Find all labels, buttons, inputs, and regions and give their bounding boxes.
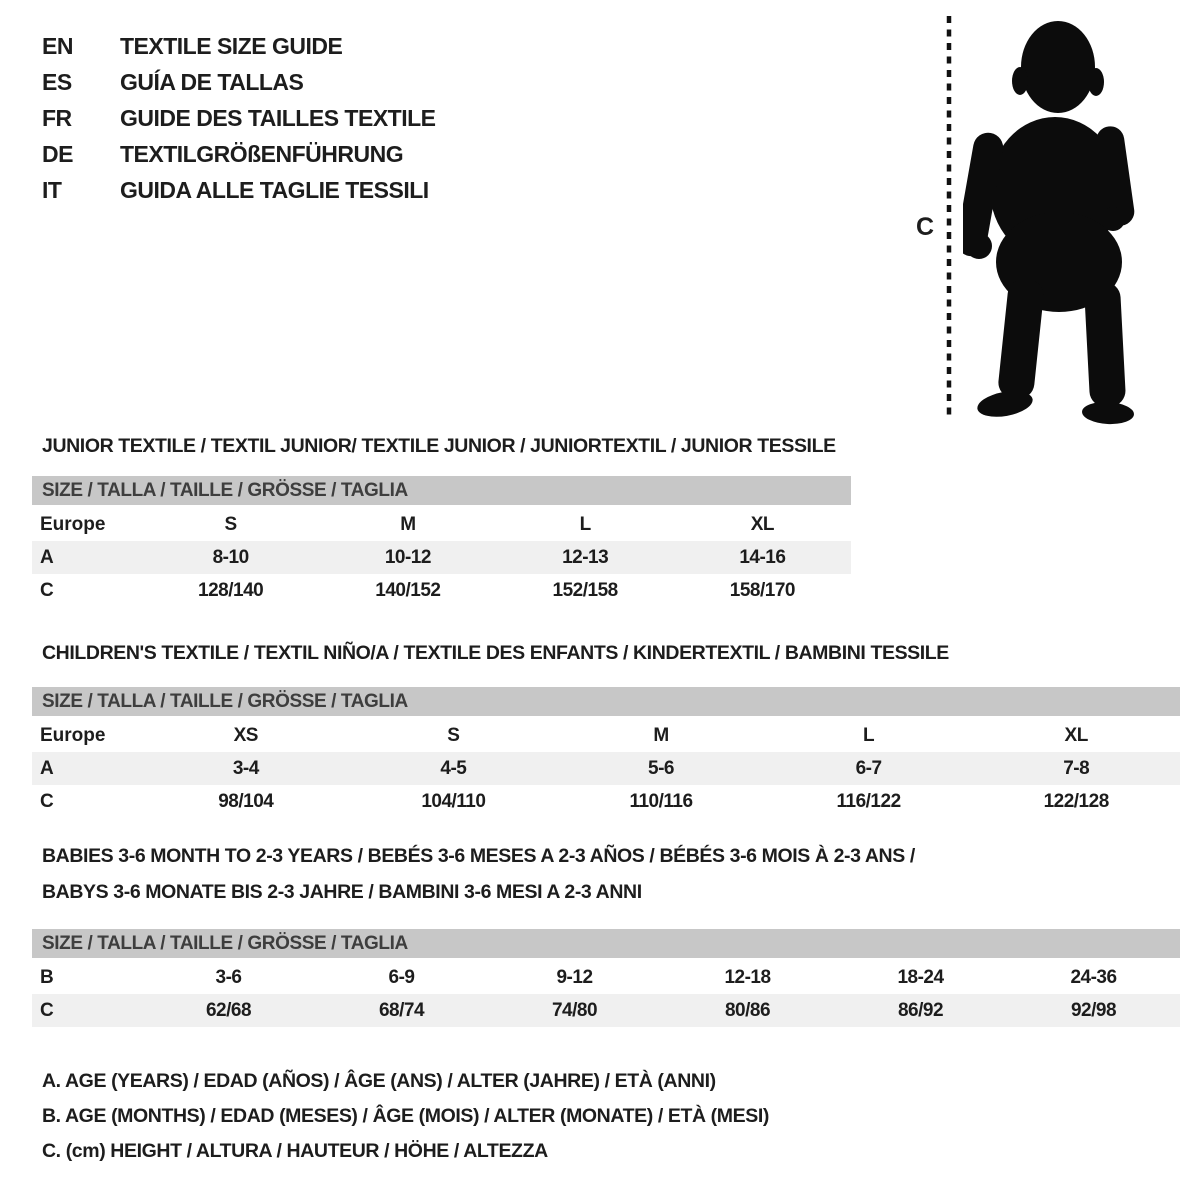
section-title-line: BABYS 3-6 MONATE BIS 2-3 JAHRE / BAMBINI 3-6 MESI A 2-3 ANNI <box>42 881 642 903</box>
size-cell: 68/74 <box>378 999 425 1021</box>
size-cell: 14-16 <box>739 546 786 568</box>
size-table-header: SIZE / TALLA / TAILLE / GRÖSSE / TAGLIA <box>32 687 1180 716</box>
size-cell: XL <box>750 513 775 535</box>
size-cell: 3-6 <box>215 966 242 988</box>
table-row <box>32 574 851 607</box>
section-title-junior <box>42 428 836 464</box>
size-cell: 104/110 <box>421 790 486 812</box>
language-label: GUIDA ALLE TAGLIE TESSILI <box>120 176 429 203</box>
size-cell: XL <box>1064 724 1088 746</box>
table-row <box>32 541 851 574</box>
size-cell: 18-24 <box>897 966 944 988</box>
measure-c-label: C <box>916 213 935 241</box>
size-table-header: SIZE / TALLA / TAILLE / GRÖSSE / TAGLIA <box>32 476 851 505</box>
size-table-babies <box>32 929 1180 1027</box>
language-list <box>42 28 436 208</box>
row-label: C <box>40 999 54 1021</box>
size-cell: 6-9 <box>388 966 415 988</box>
table-row <box>32 508 851 541</box>
size-cell: 152/158 <box>552 579 618 601</box>
row-label: A <box>40 757 54 779</box>
size-cell: 8-10 <box>212 546 249 568</box>
language-label: TEXTILE SIZE GUIDE <box>120 32 343 59</box>
table-row <box>32 994 1180 1027</box>
language-row <box>42 136 436 172</box>
row-label: Europe <box>40 513 106 535</box>
size-table-header: SIZE / TALLA / TAILLE / GRÖSSE / TAGLIA <box>32 929 1180 958</box>
table-row <box>32 785 1180 818</box>
size-cell: L <box>579 513 591 535</box>
size-cell: 140/152 <box>375 579 441 601</box>
language-row <box>42 28 436 64</box>
size-table-body <box>32 719 1180 818</box>
size-cell: 4-5 <box>440 757 467 779</box>
language-label: GUIDE DES TAILLES TEXTILE <box>120 104 436 131</box>
language-row <box>42 100 436 136</box>
size-cell: 10-12 <box>384 546 431 568</box>
row-label: A <box>40 546 54 568</box>
size-cell: 158/170 <box>729 579 795 601</box>
legend <box>42 1064 769 1169</box>
size-cell: XS <box>233 724 258 746</box>
size-cell: 92/98 <box>1070 999 1117 1021</box>
size-cell: 12-18 <box>724 966 771 988</box>
size-table-body <box>32 508 851 607</box>
section-title-line: CHILDREN'S TEXTILE / TEXTIL NIÑO/A / TEXTILE DES ENFANTS / KINDERTEXTIL / BAMBINI TESSILE <box>42 642 949 664</box>
row-label: C <box>40 579 54 601</box>
section-title-line: BABIES 3-6 MONTH TO 2-3 YEARS / BEBÉS 3-6 MESES A 2-3 AÑOS / BÉBÉS 3-6 MOIS À 2-3 ANS / <box>42 845 915 867</box>
language-row <box>42 64 436 100</box>
size-cell: 12-13 <box>562 546 609 568</box>
row-label: C <box>40 790 54 812</box>
size-cell: S <box>224 513 237 535</box>
language-code: EN <box>42 32 73 59</box>
legend-line: A. AGE (YEARS) / EDAD (AÑOS) / ÂGE (ANS) / ALTER (JAHRE) / ETÀ (ANNI) <box>42 1070 716 1092</box>
language-code: ES <box>42 68 72 95</box>
baby-silhouette-icon <box>963 14 1135 431</box>
size-cell: 7-8 <box>1063 757 1090 779</box>
table-row <box>32 961 1180 994</box>
row-label: Europe <box>40 724 106 746</box>
language-code: IT <box>42 176 62 203</box>
size-cell: 74/80 <box>551 999 598 1021</box>
height-measure-dashed-line <box>946 16 952 421</box>
size-cell: 9-12 <box>556 966 593 988</box>
size-cell: 128/140 <box>198 579 264 601</box>
size-cell: L <box>863 724 875 746</box>
legend-line: B. AGE (MONTHS) / EDAD (MESES) / ÂGE (MOIS) / ALTER (MONATE) / ETÀ (MESI) <box>42 1105 769 1127</box>
table-row <box>32 752 1180 785</box>
size-table-children <box>32 687 1180 818</box>
size-table-body <box>32 961 1180 1027</box>
table-row <box>32 719 1180 752</box>
size-cell: 122/128 <box>1043 790 1109 812</box>
size-cell: 6-7 <box>855 757 882 779</box>
size-cell: 62/68 <box>205 999 252 1021</box>
language-row <box>42 172 436 208</box>
size-cell: 3-4 <box>232 757 259 779</box>
language-code: DE <box>42 140 73 167</box>
section-title-babies <box>42 838 915 910</box>
size-cell: 80/86 <box>724 999 771 1021</box>
section-title-line: JUNIOR TEXTILE / TEXTIL JUNIOR/ TEXTILE JUNIOR / JUNIORTEXTIL / JUNIOR TESSILE <box>42 435 836 457</box>
row-label: B <box>40 966 54 988</box>
size-cell: 24-36 <box>1070 966 1117 988</box>
size-cell: 86/92 <box>897 999 944 1021</box>
size-cell: M <box>400 513 416 535</box>
size-cell: S <box>447 724 460 746</box>
language-code: FR <box>42 104 72 131</box>
size-cell: 110/116 <box>629 790 693 812</box>
size-table-junior <box>32 476 851 607</box>
legend-line: C. (cm) HEIGHT / ALTURA / HAUTEUR / HÖHE / ALTEZZA <box>42 1140 548 1162</box>
language-label: GUÍA DE TALLAS <box>120 68 304 95</box>
section-title-children <box>42 635 949 671</box>
language-label: TEXTILGRÖßENFÜHRUNG <box>120 140 404 167</box>
size-cell: 5-6 <box>648 757 674 779</box>
size-cell: 116/122 <box>836 790 901 812</box>
size-cell: 98/104 <box>218 790 274 812</box>
size-cell: M <box>653 724 669 746</box>
